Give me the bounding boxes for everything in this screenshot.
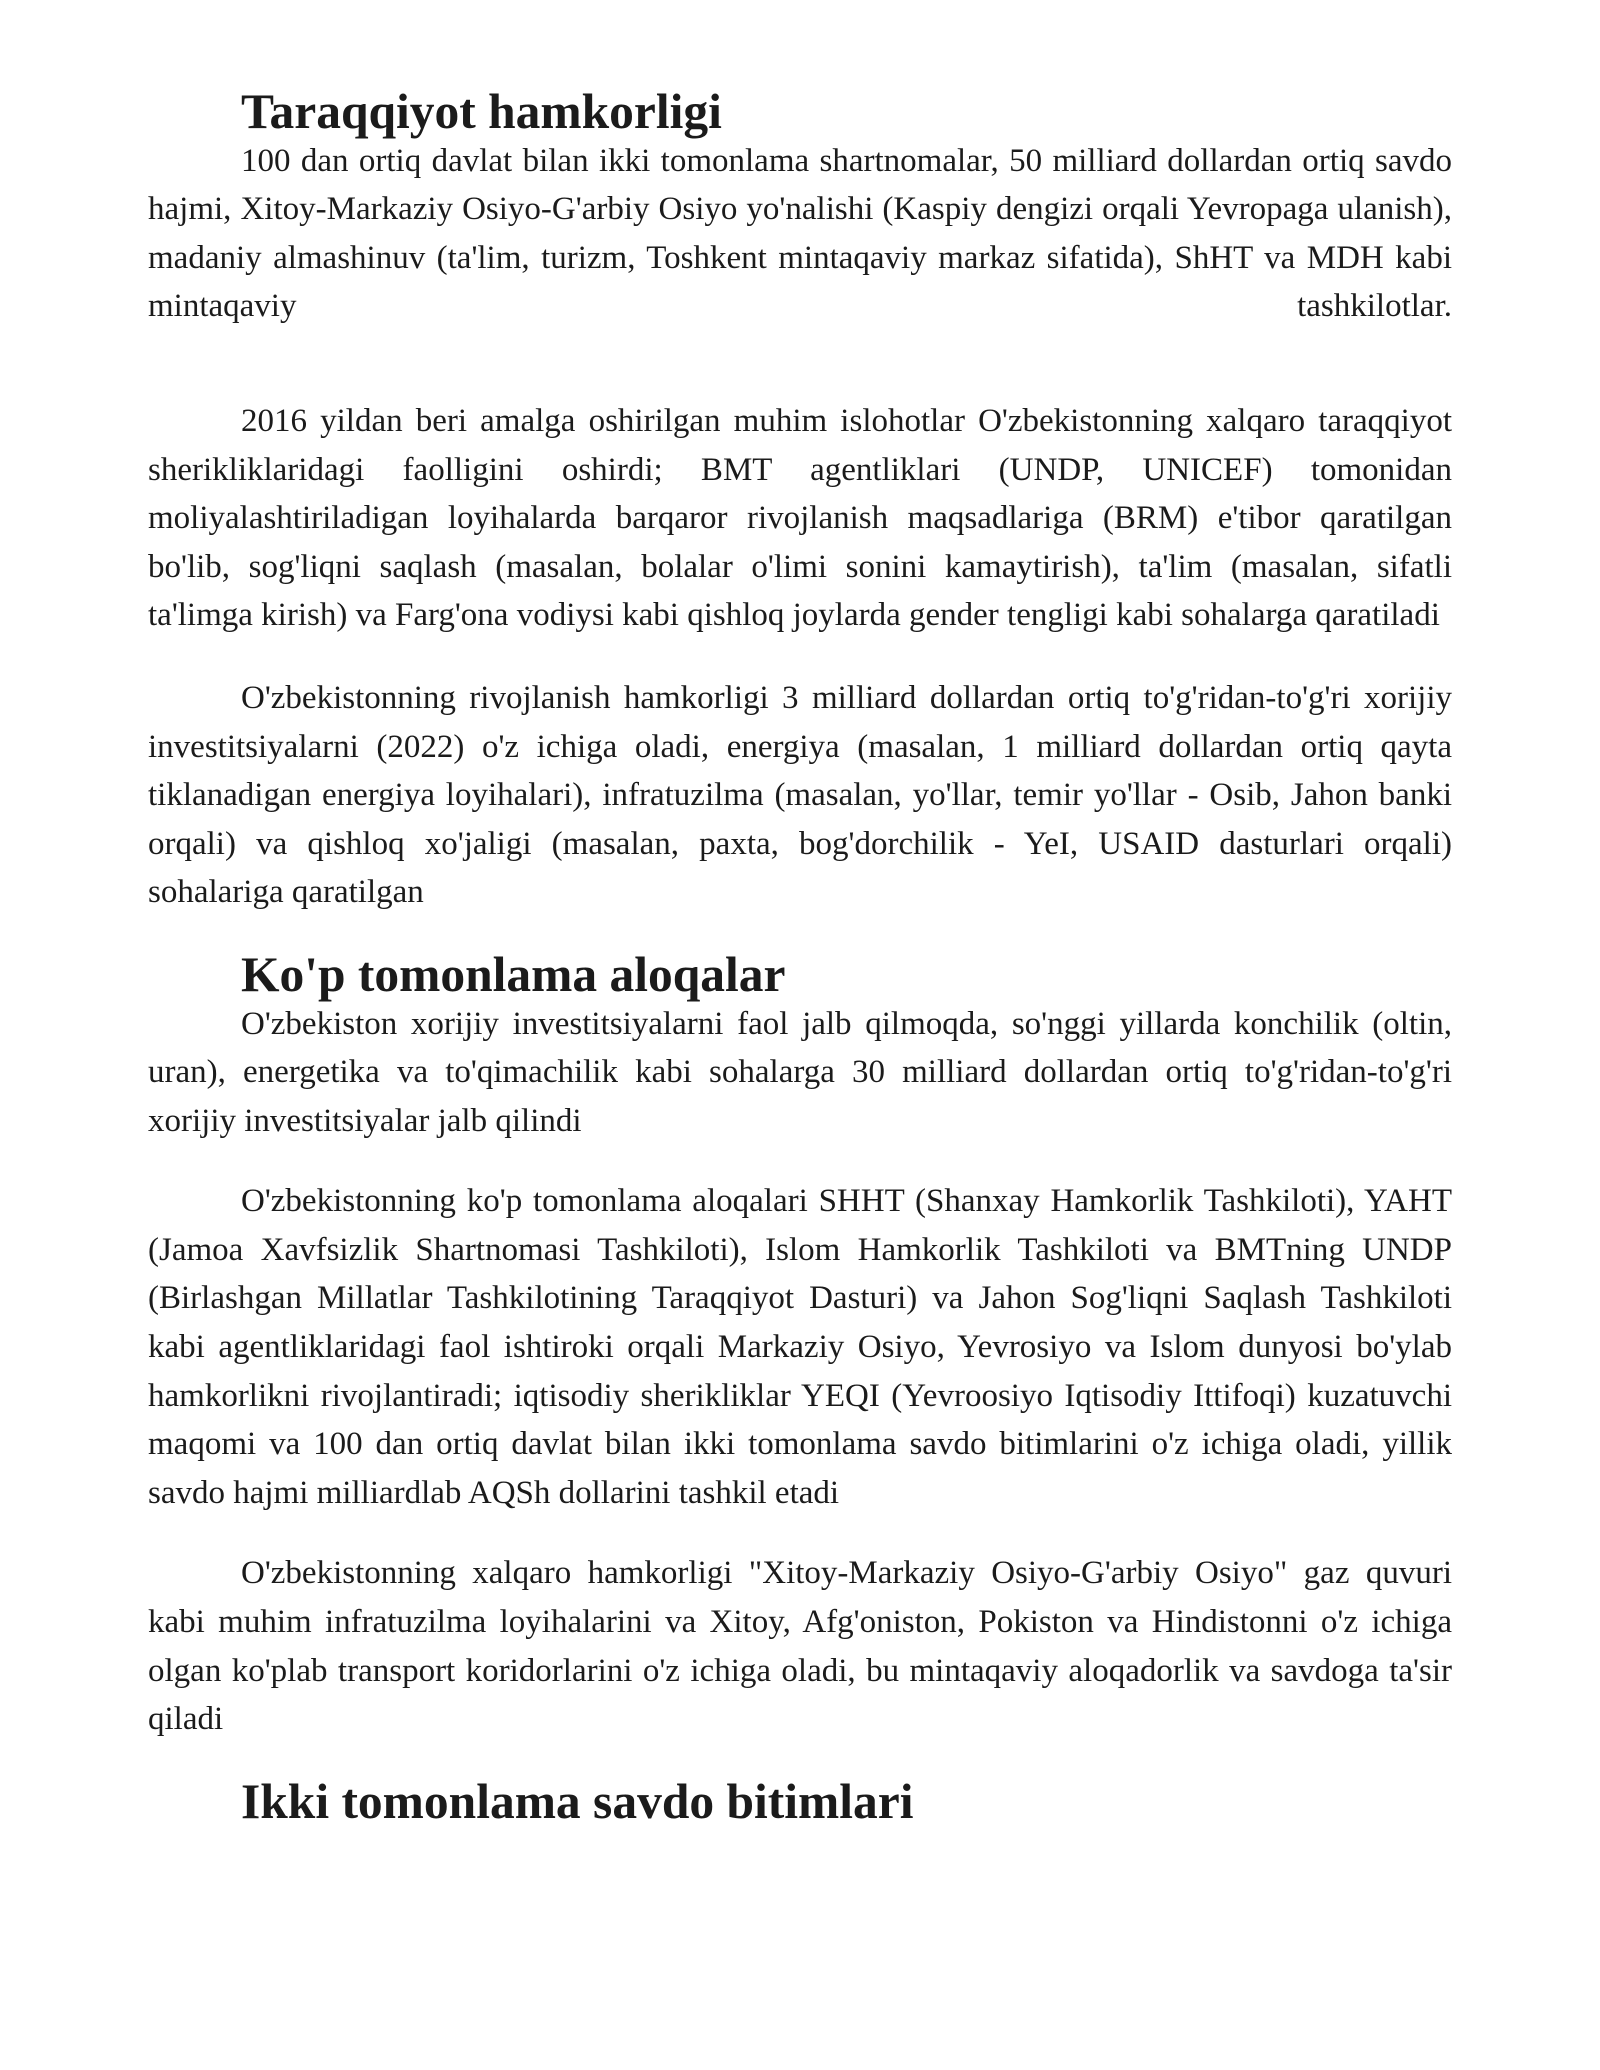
paragraph: O'zbekistonning rivojlanish hamkorligi 3 milliard dollardan ortiq to'g'ridan-to'g'ri xorijiy investitsiyalarni (2022) o'z ichiga oladi, energiya (masalan, 1 milliard dollardan ortiq qayta tiklanadigan energiya loyihalari), infratuzilma (masalan, yo'llar, temir yo'llar - Osib, Jahon banki orqali) va qishloq xo'jaligi (masalan, paxta, bog'dorchilik - YeI, USAID dasturlari orqali) sohalariga qaratilgan [148, 679, 1452, 911]
document-page [148, 84, 1452, 1829]
paragraph: 100 dan ortiq davlat bilan ikki tomonlama shartnomalar, 50 milliard dollardan ortiq savdo hajmi, Xitoy-Markaziy Osiyo-G'arbiy Osiyo yo'nalishi (Kaspiy dengizi orqali Yevropaga ulanish), madaniy almashinuv (ta'lim, turizm, Toshkent mintaqaviy markaz sifatida), ShHT va MDH kabi mintaqaviy tashkilotlar. [148, 142, 1452, 325]
section-heading-bilateral-trade-agreements: Ikki tomonlama savdo bitimlari [241, 1773, 914, 1829]
paragraph: O'zbekiston xorijiy investitsiyalarni faol jalb qilmoqda, so'nggi yillarda konchilik (oltin, uran), energetika va to'qimachilik kabi sohalarga 30 milliard dollardan ortiq to'g'ridan-to'g'ri xorijiy investitsiyalar jalb qilindi [148, 1005, 1452, 1139]
paragraph: O'zbekistonning ko'p tomonlama aloqalari SHHT (Shanxay Hamkorlik Tashkiloti), YAHT (Jamoa Xavfsizlik Shartnomasi Tashkiloti), Islom Hamkorlik Tashkiloti va BMTning UNDP (Birlashgan Millatlar Tashkilotining Taraqqiyot Dasturi) va Jahon Sog'liqni Saqlash Tashkiloti kabi agentliklaridagi faol ishtiroki orqali Markaziy Osiyo, Yevrosiyo va Islom dunyosi bo'ylab hamkorlikni rivojlantiradi; iqtisodiy sherikliklar YEQI (Yevroosiyo Iqtisodiy Ittifoqi) kuzatuvchi maqomi va 100 dan ortiq davlat bilan ikki tomonlama savdo bitimlarini o'z ichiga oladi, yillik savdo hajmi milliardlab AQSh dollarini tashkil etadi [148, 1183, 1452, 1511]
paragraph: 2016 yildan beri amalga oshirilgan muhim islohotlar O'zbekistonning xalqaro taraqqiyot sherikliklaridagi faolligini oshirdi; BMT agentliklari (UNDP, UNICEF) tomonidan moliyalashtiriladigan loyihalarda barqaror rivojlanish maqsadlariga (BRM) e'tibor qaratilgan bo'lib, sog'liqni saqlash (masalan, bolalar o'limi sonini kamaytirish), ta'lim (masalan, sifatli ta'limga kirish) va Farg'ona vodiysi kabi qishloq joylarda gender tengligi kabi sohalarga qaratiladi [148, 402, 1452, 634]
section-heading-development-cooperation: Taraqqiyot hamkorligi [241, 84, 722, 139]
paragraph: O'zbekistonning xalqaro hamkorligi "Xitoy-Markaziy Osiyo-G'arbiy Osiyo" gaz quvuri kabi muhim infratuzilma loyihalarini va Xitoy, Afg'oniston, Pokiston va Hindistonni o'z ichiga olgan ko'plab transport koridorlarini o'z ichiga oladi, bu mintaqaviy aloqadorlik va savdoga ta'sir qiladi [148, 1555, 1452, 1738]
section-heading-multilateral-relations: Ko'p tomonlama aloqalar [241, 946, 786, 1002]
